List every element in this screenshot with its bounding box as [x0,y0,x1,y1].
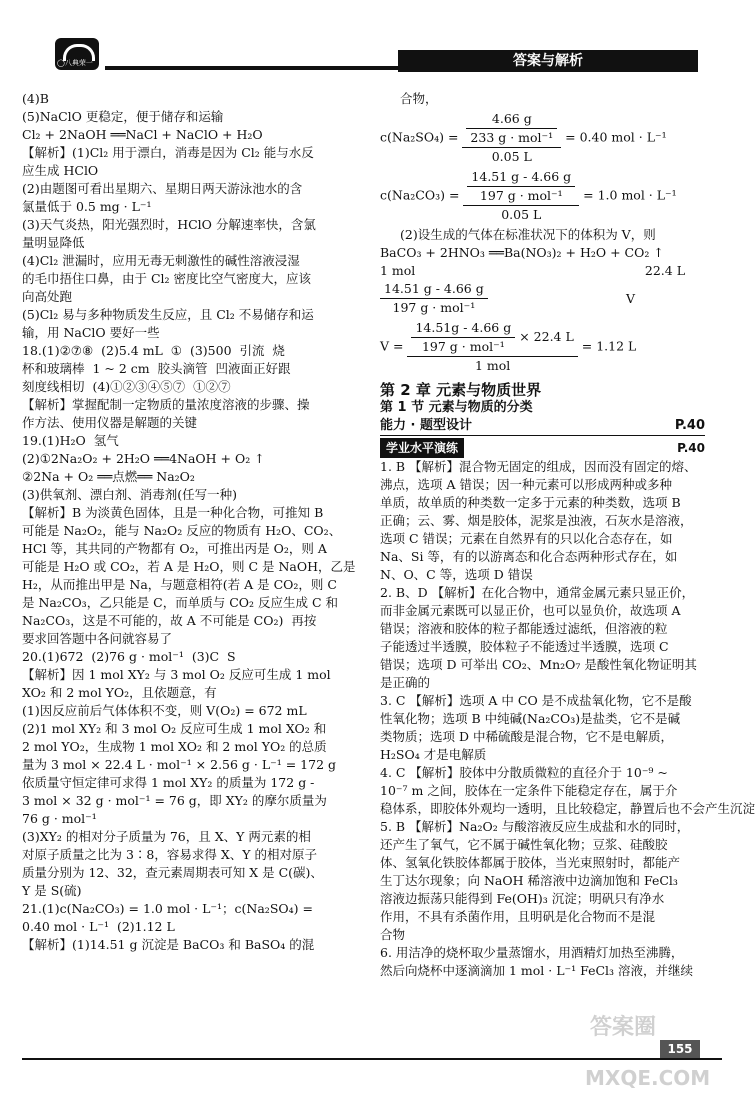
text-line: (5)NaClO 更稳定，便于储存和运输 [22,109,224,124]
text-line: 20.(1)672 (2)76 g · mol⁻¹ (3)C S [22,649,236,664]
text-line: 质量分别为 12、32，查元素周期表可知 X 是 C(碳)、 [22,865,323,880]
text-line: (2)设生成的气体在标准状况下的体积为 V，则 [400,227,656,242]
text-line: 溶液边振荡只能得到 Fe(OH)₃ 沉淀；明矾只有净水 [380,891,665,906]
left-column [22,90,367,954]
fraction-denominator: 197 g · mol⁻¹ [479,188,563,203]
watermark-url: MXQE.COM [585,1066,711,1090]
text-line: 而非金属元素既可以显正价，也可以显负价，故选项 A [380,603,681,618]
text-line: 21.(1)c(Na₂CO₃) = 1.0 mol · L⁻¹；c(Na₂SO₄) = [22,901,313,916]
ratio-row [380,262,705,280]
text-line: 输，用 NaClO 要好一些 [22,325,160,340]
text-line: Na₂CO₃，这是不可能的，故 A 不可能是 CO₂) 再按 [22,613,317,628]
text-line: 选项 C 错误；元素在自然界有的只以化合态存在，如 [380,531,673,546]
text-line: 【解析】因 1 mol XY₂ 与 3 mol O₂ 反应可生成 1 mol [22,667,331,682]
fraction [462,110,561,166]
practice-page: P.40 [677,441,705,455]
text-line: 0.40 mol · L⁻¹ (2)1.12 L [22,919,175,934]
fraction-denominator: 197 g · mol⁻¹ [421,339,505,354]
text-line: 性氧化物；选项 B 中纯碱(Na₂CO₃)是盐类，它不是碱 [380,711,681,726]
formula-lhs: V = [380,338,404,354]
text-line: 2 mol YO₂，生成物 1 mol XO₂ 和 2 mol YO₂ 的总质 [22,739,327,754]
formula-rhs: = 0.40 mol · L⁻¹ [565,129,667,145]
text-line: HCl 等，其共同的产物都有 O₂，可推出丙是 O₂，则 A [22,541,327,556]
text-line: (2)1 mol XY₂ 和 3 mol O₂ 反应可生成 1 mol XO₂ 和 [22,721,327,736]
text-line: (3)天气炎热，阳光强烈时，HClO 分解速率快，含氯 [22,217,316,232]
text-line: (1)因反应前后气体体积不变，则 V(O₂) = 672 mL [22,703,307,718]
fraction-numerator: 14.51g - 4.66 g [411,319,515,338]
fraction-denominator: 197 g · mol⁻¹ [392,300,476,315]
page-header [0,0,750,80]
text-line: 稳体系，即胶体外观均一透明，且比较稳定，静置后也不会产生沉淀 [380,801,755,816]
equation-line: BaCO₃ + 2HNO₃ ══Ba(NO₃)₂ + H₂O + CO₂ ↑ [380,245,664,260]
text-line: 子能透过半透膜，胶体粒子不能透过半透膜，选项 C [380,639,669,654]
formula-na2so4 [380,110,705,166]
text-line: 是正确的 [380,675,431,690]
text-line: 【解析】(1)14.51 g 沉淀是 BaCO₃ 和 BaSO₄ 的混 [22,937,315,952]
text-line: XO₂ 和 2 mol YO₂，且依题意，有 [22,685,217,700]
formula-factor: × 22.4 L [519,329,574,344]
text-line: (2)由题图可看出星期六、星期日两天游泳池水的含 [22,181,303,196]
text-line: 还产生了氧气，它不属于碱性氧化物；豆浆、硅酸胶 [380,837,668,852]
text-line: 3 mol × 32 g · mol⁻¹ = 76 g，即 XY₂ 的摩尔质量为 [22,793,327,808]
text-line: 体、氢氧化铁胶体都属于胶体，当光束照射时，都能产 [380,855,681,870]
fraction [463,168,579,224]
text-line: 4. C 【解析】胶体中分散质微粒的直径介于 10⁻⁹ ~ [380,765,668,780]
text-line: 5. B 【解析】Na₂O₂ 与酸溶液反应生成盐和水的同时， [380,819,690,834]
text-line: 生丁达尔现象；向 NaOH 稀溶液中边滴加饱和 FeCl₃ [380,873,678,888]
text-line: 量为 3 mol × 22.4 L · mol⁻¹ × 2.56 g · L⁻¹ = 172 g [22,757,337,772]
text-line: ②2Na + O₂ ══点燃══ Na₂O₂ [22,469,195,484]
text-line: Cl₂ + 2NaOH ══NaCl + NaClO + H₂O [22,127,263,142]
text-line: 1. B 【解析】混合物无固定的组成，因而没有固定的熔、 [380,459,697,474]
text-line: 10⁻⁷ m 之间，胶体在一定条件下能稳定存在，属于介 [380,783,678,798]
text-line: 可能是 Na₂O₂，能与 Na₂O₂ 反应的物质有 H₂O、CO₂、 [22,523,342,538]
section-title: 答案与解析 [398,50,698,72]
ability-bar-page: P.40 [674,418,705,433]
text-line: 合物， [400,91,438,106]
text-line: 【解析】掌握配制一定物质的量浓度溶液的步骤、操 [22,397,310,412]
text-line: 6. 用洁净的烧杯取少量蒸馏水，用酒精灯加热至沸腾， [380,945,684,960]
text-line: 的毛巾捂住口鼻，由于 Cl₂ 密度比空气密度大，应该 [22,271,312,286]
ability-bar [380,417,705,436]
formula-lhs: c(Na₂CO₃) = [380,187,460,203]
fraction-denominator: 0.05 L [501,207,542,222]
header-rule [105,66,405,70]
logo-text: ◯八典荣一 [57,59,93,67]
text-line: 应生成 HClO [22,163,99,178]
text-line: 对原子质量之比为 3∶8，容易求得 X、Y 的相对原子 [22,847,317,862]
fraction-denominator: 233 g · mol⁻¹ [470,130,554,145]
right-column [380,90,755,980]
practice-bar [380,438,705,458]
fraction-denominator: 1 mol [474,358,511,373]
text-line: 然后向烧杯中逐滴滴加 1 mol · L⁻¹ FeCl₃ 溶液，并继续 [380,963,694,978]
text-line: 依质量守恒定律可求得 1 mol XY₂ 的质量为 172 g - [22,775,315,790]
fraction [407,319,577,375]
formula-rhs: = 1.0 mol · L⁻¹ [583,187,677,203]
text-line: (2)①2Na₂O₂ + 2H₂O ══4NaOH + O₂ ↑ [22,451,265,466]
text-line: 氯量低于 0.5 mg · L⁻¹ [22,199,152,214]
fraction-denominator: 0.05 L [491,149,532,164]
text-line: 19.(1)H₂O 氢气 [22,433,119,448]
text-line: 【解析】(1)Cl₂ 用于漂白，消毒是因为 Cl₂ 能与水反 [22,145,314,160]
text-line: (3)供氧剂、漂白剂、消毒剂(任写一种) [22,487,237,502]
footer-rule [22,1058,722,1060]
formula-lhs: c(Na₂SO₄) = [380,129,459,145]
text-line: 正确；云、雾、烟是胶体，泥浆是浊液，石灰水是溶液， [380,513,693,528]
answer-list [380,458,755,980]
ability-bar-label: 能力 · 题型设计 [380,418,472,433]
ratio-value: 1 mol [380,263,416,278]
text-line: 沸点，选项 A 错误；因一种元素可以形成两种或多种 [380,477,672,492]
chapter-heading: 第 2 章 元素与物质世界 [380,381,542,399]
fraction-numerator: 4.66 g [466,110,557,129]
ratio-row [380,280,705,317]
text-line: (3)XY₂ 的相对分子质量为 76，且 X、Y 两元素的相 [22,829,311,844]
text-line: 类物质；选项 D 中稀硫酸是混合物，它不是电解质， [380,729,673,744]
section-heading: 第 1 节 元素与物质的分类 [380,400,533,415]
text-line: (4)Cl₂ 泄漏时，应用无毒无刺激性的碱性溶液浸湿 [22,253,300,268]
page-number: 155 [660,1040,700,1058]
text-line: 单质，故单质的种类数一定多于元素的种类数，选项 B [380,495,681,510]
ratio-value: V [625,290,635,306]
text-line: (4)B [22,91,49,106]
text-line: 76 g · mol⁻¹ [22,811,97,826]
text-line: 杯和玻璃棒 1 ~ 2 cm 胶头滴管 凹液面正好跟 [22,361,291,376]
practice-tag: 学业水平演练 [380,438,464,458]
formula-na2co3 [380,168,705,224]
formula-volume [380,319,705,375]
text-line: 向高处跑 [22,289,73,304]
text-line: Y 是 S(硫) [22,883,82,898]
watermark-logo: 答案圈 [590,1015,657,1040]
ratio-value: 22.4 L [644,263,685,278]
text-line: 3. C 【解析】选项 A 中 CO 是不成盐氧化物，它不是酸 [380,693,692,708]
text-line: 刻度线相切 (4)①②③④⑤⑦ ①②⑦ [22,379,231,394]
formula-rhs: = 1.12 L [581,338,637,354]
text-line: 错误；选项 D 可举出 CO₂、Mn₂O₇ 是酸性氧化物证明其 [380,657,697,672]
text-line: 【解析】B 为淡黄色固体，且是一种化合物，可推知 B [22,505,324,520]
publisher-logo [55,38,99,70]
text-line: 要求回答题中各问就容易了 [22,631,173,646]
text-line: 合物 [380,927,406,942]
text-line: 18.(1)②⑦⑧ (2)5.4 mL ① (3)500 引流 烧 [22,343,285,358]
text-line: 作方法、使用仪器是解题的关键 [22,415,198,430]
text-line: 是 Na₂CO₃，乙只能是 C，而单质与 CO₂ 反应生成 C 和 [22,595,339,610]
text-line: H₂，从而推出甲是 Na，与题意相符(若 A 是 CO₂，则 C [22,577,337,592]
fraction-numerator: 14.51 g - 4.66 g [467,168,575,187]
fraction-numerator: 14.51 g - 4.66 g [380,280,488,299]
text-line: 错误；溶液和胶体的粒子都能透过滤纸，但溶液的粒 [380,621,668,636]
text-line: 作用，不具有杀菌作用，且明矾是化合物而不是混 [380,909,656,924]
text-line: Na、Si 等，有的以游离态和化合态两种形式存在，如 [380,549,678,564]
text-line: (5)Cl₂ 易与多种物质发生反应，且 Cl₂ 不易储存和运 [22,307,314,322]
fraction [380,280,488,317]
text-line: 2. B、D 【解析】在化合物中，通常金属元素只显正价， [380,585,695,600]
text-line: 可能是 H₂O 或 CO₂，若 A 是 H₂O，则 C 是 NaOH，乙是 [22,559,356,574]
text-line: H₂SO₄ 才是电解质 [380,747,487,762]
text-line: N、O、C 等，选项 D 错误 [380,567,533,582]
text-line: 量明显降低 [22,235,85,250]
